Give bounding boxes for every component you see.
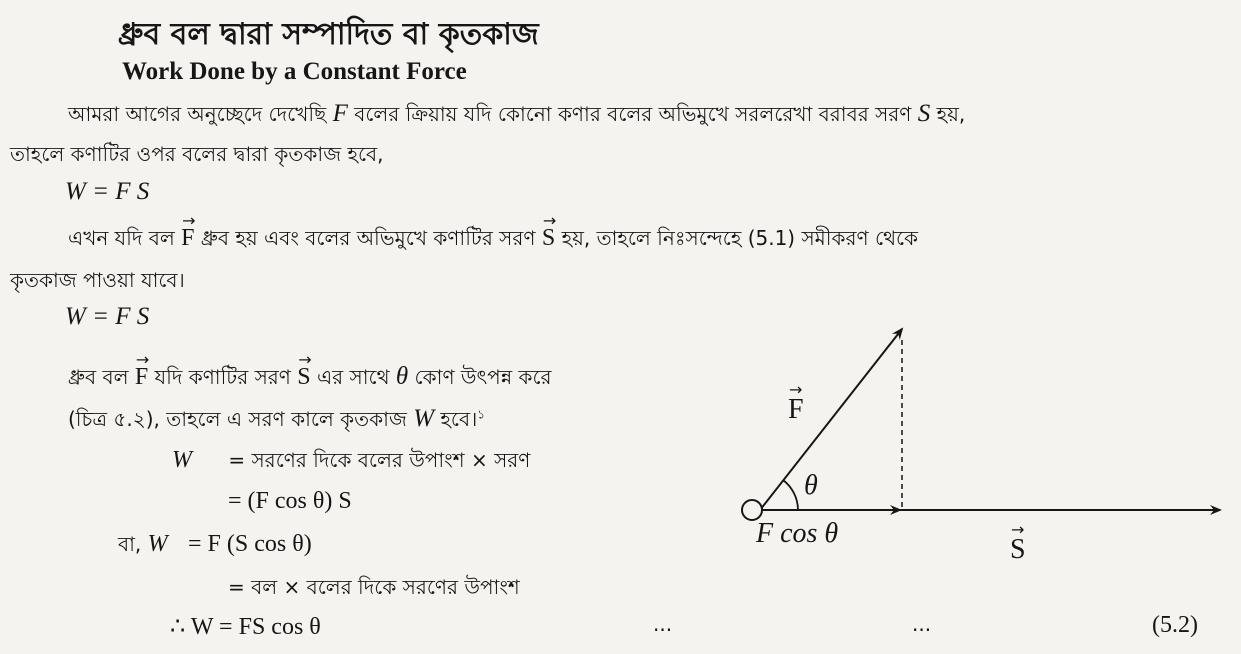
paragraph-1-line-2: তাহলে কণাটির ওপর বলের দ্বারা কৃতকাজ হবে,	[10, 142, 384, 166]
derivation-line-5: ∴ W = FS cos θ	[170, 614, 321, 640]
ellipsis-1: ...	[653, 612, 673, 636]
paragraph-2-line-2: কৃতকাজ পাওয়া যাবে।	[10, 268, 185, 292]
ellipsis-2: ...	[912, 612, 932, 636]
paragraph-2-line-1: এখন যদি বল → F ধ্রুব হয় এবং বলের অভিমুখে কণাটির সরণ → S হয়, তাহলে নিঃসন্দেহে (5.1) সমীকরণ থেকে	[68, 224, 918, 257]
paragraph-3-line-2: (চিত্র ৫.২), তাহলে এ সরণ কালে কৃতকাজ W হবে।$^১$	[68, 405, 486, 432]
paragraph-1-line-1: আমরা আগের অনুচ্ছেদে দেখেছি F বলের ক্রিয়ায় যদি কোনো কণার বলের অভিমুখে সরলরেখা বরাবর সরণ S হয়,	[68, 100, 966, 127]
equation-2: W = F S	[65, 303, 150, 330]
figure-label-s: → S	[1010, 534, 1026, 566]
derivation-line-1: W = সরণের দিকে বলের উপাংশ × সরণ	[172, 447, 531, 473]
derivation-line-4: = বল × বলের দিকে সরণের উপাংশ	[228, 575, 520, 599]
vector-f: → F	[181, 225, 194, 252]
angle-arc	[783, 480, 798, 510]
section-subtitle: Work Done by a Constant Force	[122, 58, 467, 85]
equation-number: (5.2)	[1152, 612, 1198, 638]
force-arrow	[760, 329, 902, 510]
vector-s: → S	[542, 225, 555, 252]
derivation-line-2: = (F cos θ) S	[228, 488, 352, 514]
equation-1: W = F S	[65, 178, 150, 205]
figure-label-theta: θ	[804, 470, 818, 501]
section-title: ধ্রুব বল দ্বারা সম্পাদিত বা কৃতকাজ	[118, 17, 539, 52]
particle	[742, 500, 762, 520]
figure-label-f: → F	[788, 394, 804, 426]
paragraph-3-line-1: ধ্রুব বল → F যদি কণাটির সরণ → S এর সাথে θ কোণ উৎপন্ন করে	[68, 363, 552, 396]
derivation-line-3: বা, W = F (S cos θ)	[118, 531, 312, 557]
figure-label-fcos: F cos θ	[756, 518, 839, 549]
